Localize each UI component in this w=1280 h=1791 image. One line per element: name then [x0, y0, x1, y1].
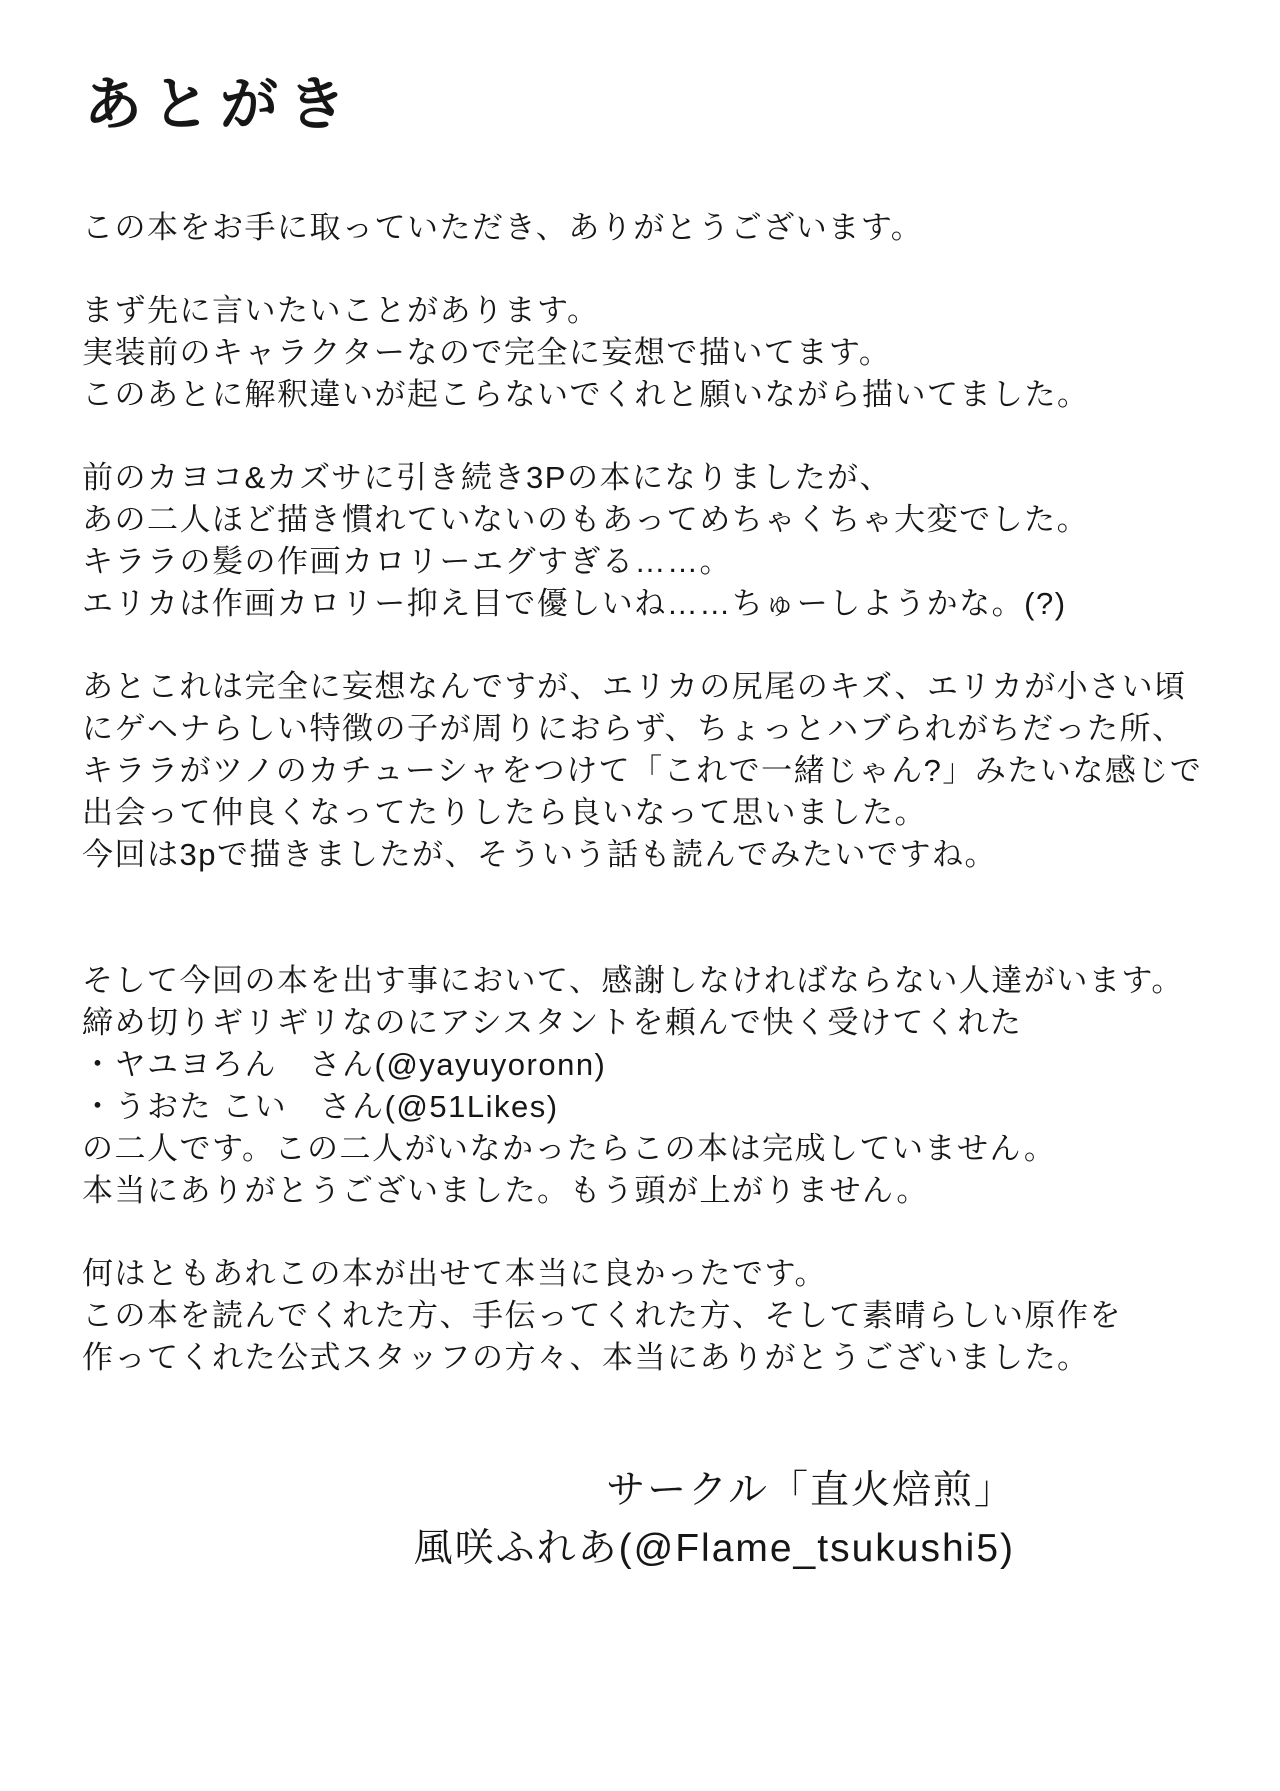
text-line: にゲヘナらしい特徴の子が周りにおらず、ちょっとハブられがちだった所、 [82, 710, 1185, 746]
paragraph-closing [82, 1253, 1220, 1379]
text-line: 本当にありがとうございました。もう頭が上がりません。 [82, 1172, 929, 1208]
text-line: 締め切りギリギリなのにアシスタントを頼んで快く受けてくれた [82, 1004, 1023, 1040]
text-line: そして今回の本を出す事において、感謝しなければならない人達がいます。 [82, 962, 1184, 998]
text-line: あとこれは完全に妄想なんですが、エリカの尻尾のキズ、エリカが小さい頃 [82, 668, 1187, 704]
text-line: まず先に言いたいことがあります。 [82, 292, 600, 328]
text-line: エリカは作画カロリー抑え目で優しいね……ちゅーしようかな。(?) [82, 585, 1067, 621]
text-line: 実装前のキャラクターなので完全に妄想で描いてます。 [82, 334, 892, 370]
text-line: 今回は3pで描きましたが、そういう話も読んでみたいですね。 [82, 836, 997, 872]
signature-author: 風咲ふれあ(@Flame_tsukushi5) [413, 1527, 1015, 1570]
text-line: 出会って仲良くなってたりしたら良いなって思いました。 [82, 794, 927, 830]
text-line: キララがツノのカチューシャをつけて「これで一緒じゃん?」みたいな感じで [82, 752, 1203, 788]
text-line: この本をお手に取っていただき、ありがとうございます。 [82, 209, 924, 245]
page-title: あとがき [84, 72, 357, 137]
signature-block [414, 1462, 1015, 1578]
text-line: 何はともあれこの本が出せて本当に良かったです。 [82, 1255, 828, 1291]
paragraph-preface [82, 290, 1220, 416]
assistant-credit-1: ・ヤユヨろん さん(@yayuyoronn) [82, 1046, 607, 1082]
assistant-credit-2: ・うおた こい さん(@51Likes) [82, 1088, 559, 1124]
paragraph-headcanon [82, 666, 1220, 876]
text-line: この本を読んでくれた方、手伝ってくれた方、そして素晴らしい原作を [82, 1297, 1122, 1333]
signature-circle: サークル「直火焙煎」 [606, 1469, 1015, 1512]
afterword-body [82, 207, 1220, 1379]
paragraph-thanks [82, 207, 1220, 249]
text-line: の二人です。この二人がいなかったらこの本は完成していません。 [82, 1130, 1057, 1166]
text-line: 前のカヨコ&カズサに引き続き3Pの本になりましたが、 [82, 459, 892, 495]
text-line: このあとに解釈違いが起こらないでくれと願いながら描いてました。 [82, 376, 1090, 412]
text-line: キララの髪の作画カロリーエグすぎる……。 [82, 543, 732, 579]
text-line: あの二人ほど描き慣れていないのもあってめちゃくちゃ大変でした。 [82, 501, 1090, 537]
text-line: 作ってくれた公式スタッフの方々、本当にありがとうございました。 [82, 1339, 1090, 1375]
paragraph-drawing-notes [82, 457, 1220, 625]
paragraph-acknowledgements [82, 960, 1220, 1212]
